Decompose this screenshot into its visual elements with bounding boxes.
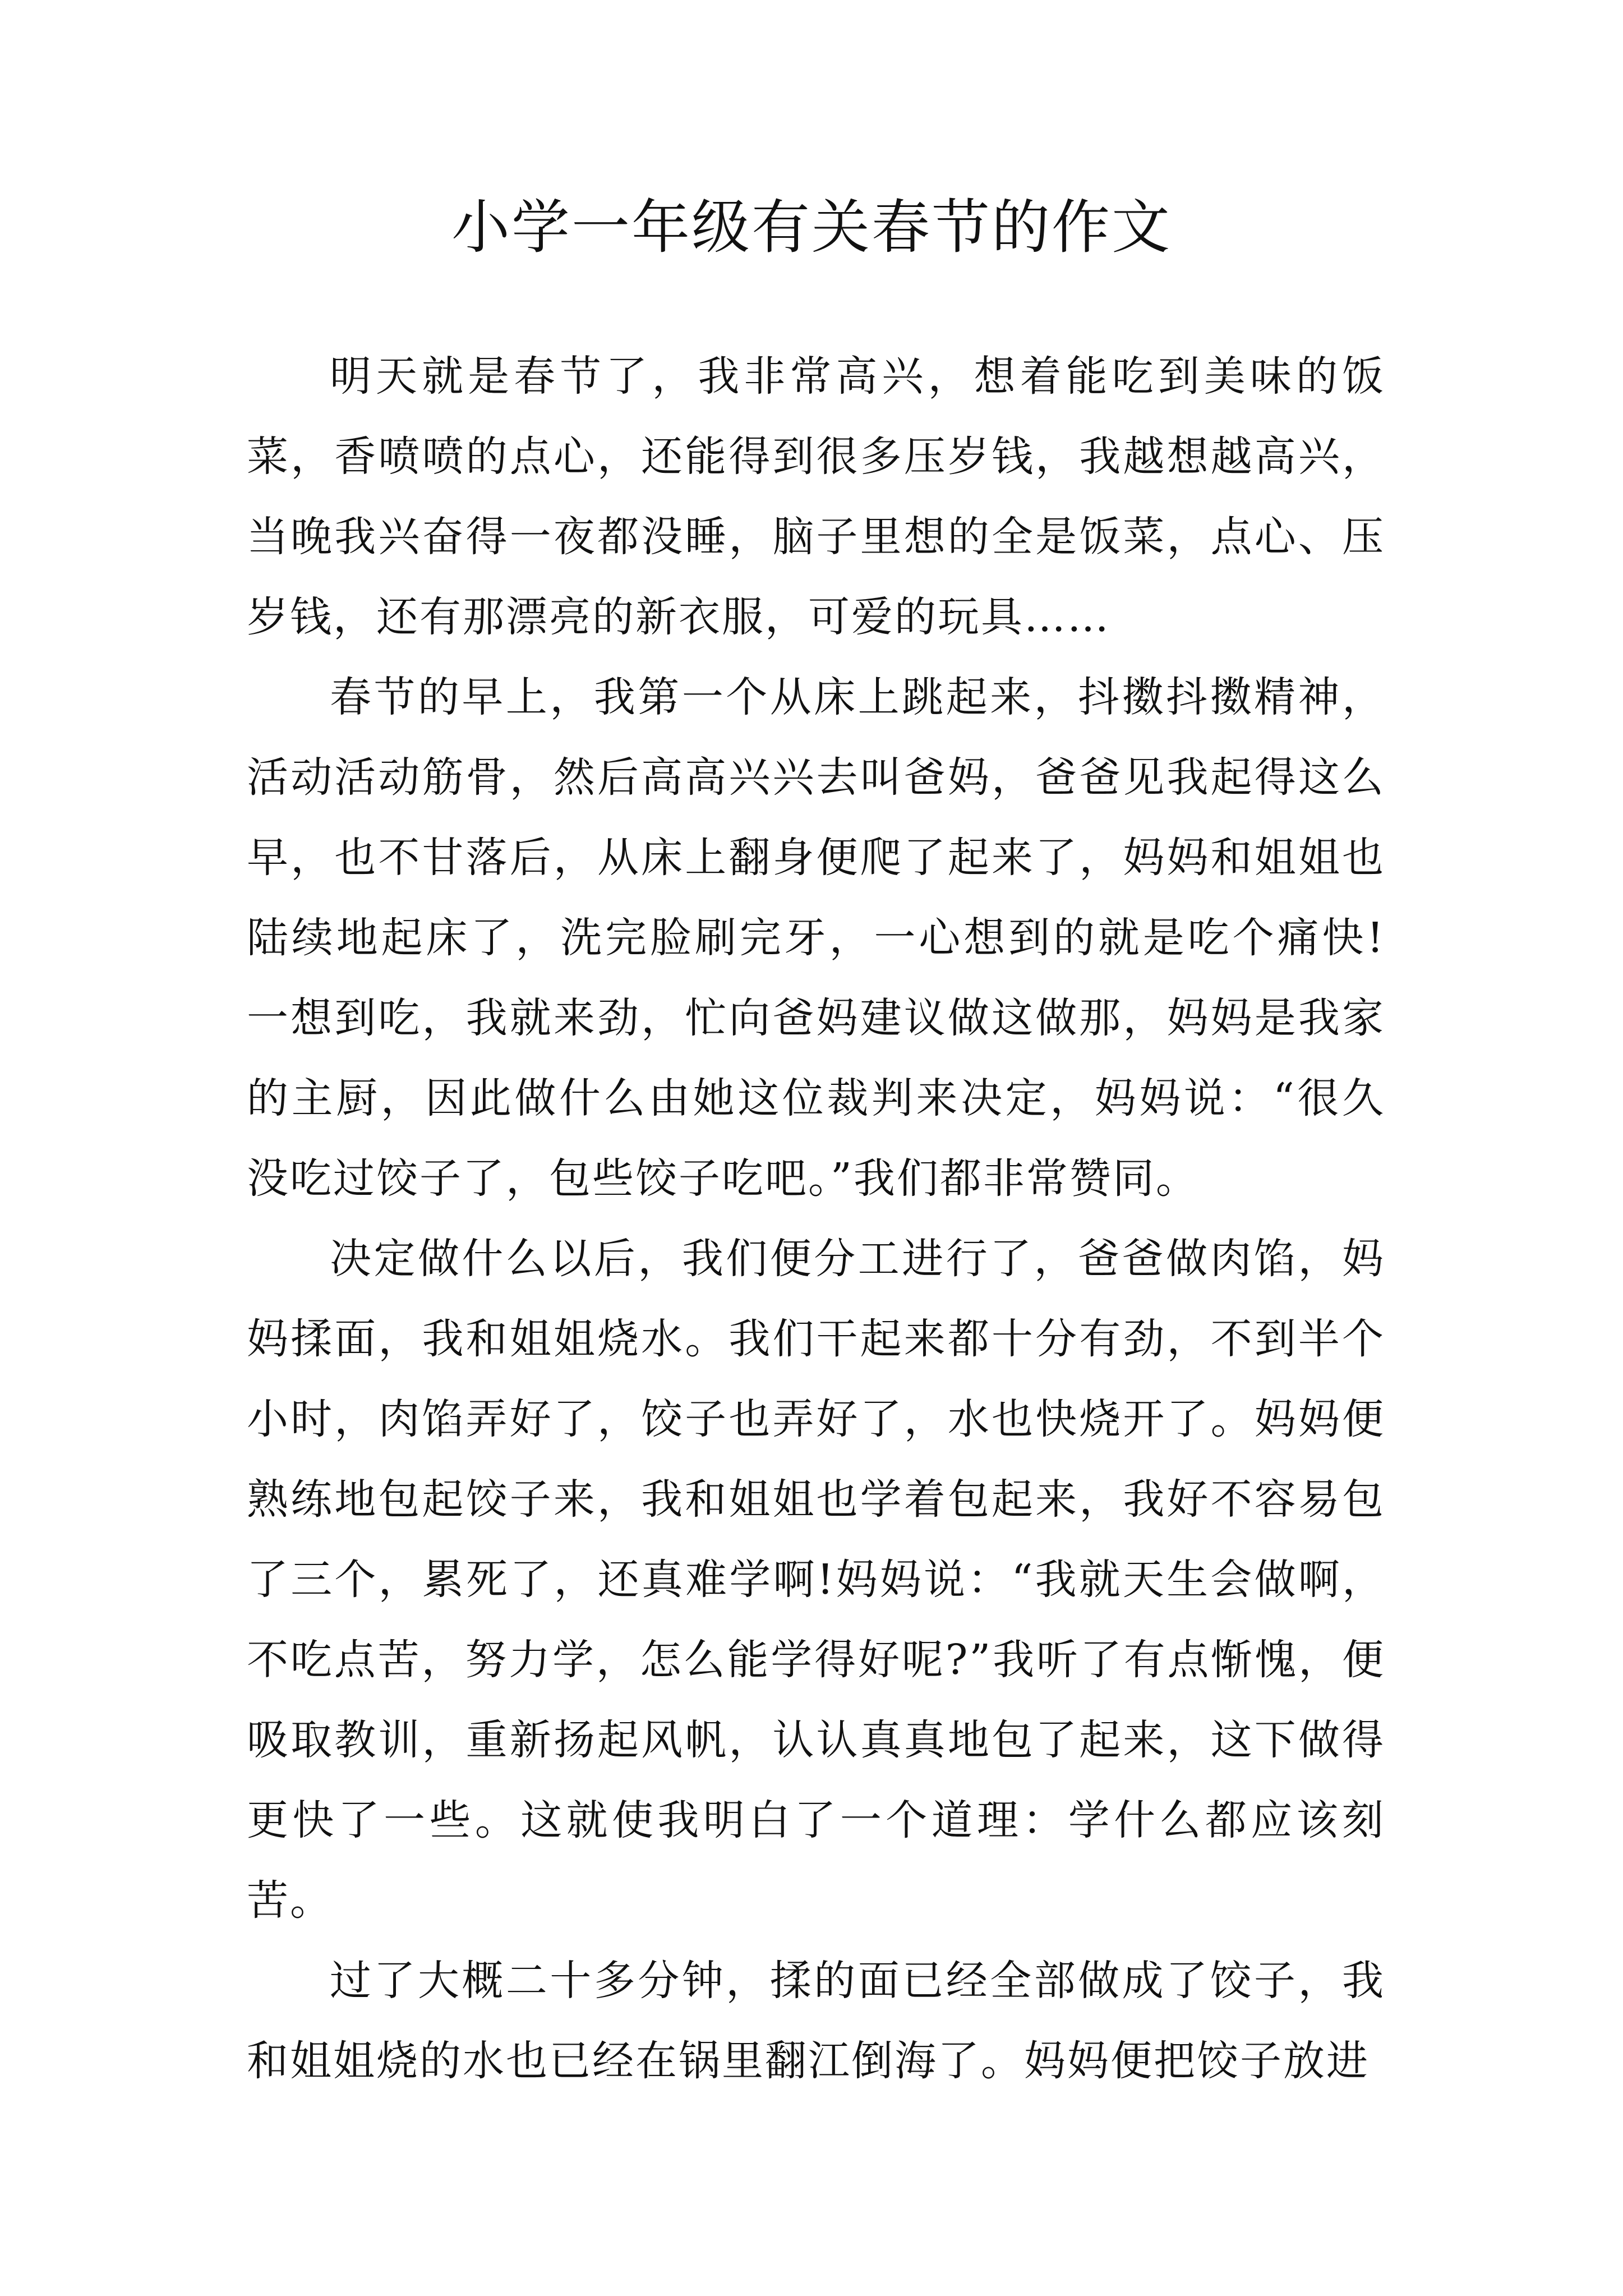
paragraph-3: 决定做什么以后，我们便分工进行了，爸爸做肉馅，妈妈揉面，我和姐姐烧水。我们干起来都十分有劲，不到半个小时，肉馅弄好了，饺子也弄好了，水也快烧开了。妈妈便熟练地包起饺子来，我和姐姐也学着包起来，我好不容易包了三个，累死了，还真难学啊!妈妈说：“我就天生会做啊，不吃点苦，努力学，怎么能学得好呢?”我听了有点惭愧，便吸取教训，重新扬起风帆，认认真真地包了起来，这下做得更快了一些。这就使我明白了一个道理：学什么都应该刻苦。 [247,1235,1385,1925]
document-body [247,337,1385,2101]
paragraph-2: 春节的早上，我第一个从床上跳起来，抖擞抖擞精神，活动活动筋骨，然后高高兴兴去叫爸妈，爸爸见我起得这么早，也不甘落后，从床上翻身便爬了起来了，妈妈和姐姐也陆续地起床了，洗完脸刷完牙，一心想到的就是吃个痛快!一想到吃，我就来劲，忙向爸妈建议做这做那，妈妈是我家的主厨，因此做什么由她这位裁判来决定，妈妈说：“很久没吃过饺子了，包些饺子吃吧。”我们都非常赞同。 [247,673,1385,1203]
document-title: 小学一年级有关春节的作文 [451,193,1172,261]
paragraph-4: 过了大概二十多分钟，揉的面已经全部做成了饺子，我和姐姐烧的水也已经在锅里翻江倒海了。妈妈便把饺子放进 [247,1957,1385,2085]
paragraph-1: 明天就是春节了，我非常高兴，想着能吃到美味的饭菜，香喷喷的点心，还能得到很多压岁钱，我越想越高兴，当晚我兴奋得一夜都没睡，脑子里想的全是饭菜，点心、压岁钱，还有那漂亮的新衣服，可爱的玩具…… [247,352,1385,641]
